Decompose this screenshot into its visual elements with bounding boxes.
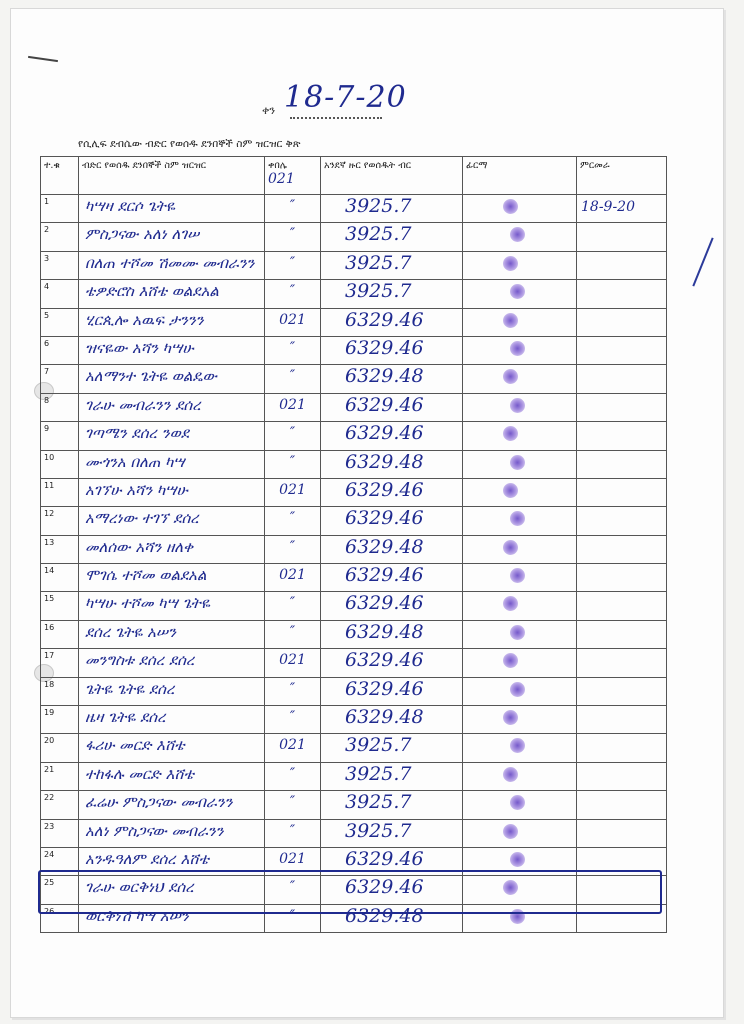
- loan-amount: 6329.46: [321, 507, 463, 535]
- kebele-code: ″: [265, 876, 321, 904]
- borrower-name: ሞገሴ ተሾመ ወልደአል: [79, 564, 265, 592]
- kebele-code: 021: [265, 649, 321, 677]
- table-row: [41, 734, 667, 762]
- loan-amount: 6329.46: [321, 422, 463, 450]
- thumbprint-icon: [503, 256, 518, 271]
- row-number: 1: [41, 195, 79, 223]
- date-label: ቀን: [262, 104, 276, 117]
- remark-cell: [577, 280, 667, 308]
- row-number: 3: [41, 251, 79, 279]
- borrower-name: መንግስቱ ደሰረ ደሰረ: [79, 649, 265, 677]
- signature-cell: [463, 422, 577, 450]
- thumbprint-icon: [503, 653, 518, 668]
- loan-amount: 6329.46: [321, 847, 463, 875]
- borrower-name: ገራሁ ወርቅነህ ደሰረ: [79, 876, 265, 904]
- borrower-name: ቴዎድሮስ እሸቴ ወልደአል: [79, 280, 265, 308]
- signature-cell: [463, 280, 577, 308]
- kebele-code: 021: [265, 308, 321, 336]
- row-number: 13: [41, 535, 79, 563]
- borrower-name: ፋሪሁ መርድ እሸቴ: [79, 734, 265, 762]
- col-header-name: ብድር የወሰዱ ደንበኞች ስም ዝርዝር: [79, 157, 265, 195]
- remark-cell: [577, 251, 667, 279]
- borrower-name: አለነ ምስጋናው መብራንን: [79, 819, 265, 847]
- thumbprint-icon: [510, 455, 525, 470]
- table-row: [41, 791, 667, 819]
- table-row: [41, 422, 667, 450]
- signature-cell: [463, 393, 577, 421]
- thumbprint-icon: [510, 511, 525, 526]
- loan-amount: 6329.48: [321, 450, 463, 478]
- remark-cell: [577, 706, 667, 734]
- thumbprint-icon: [510, 795, 525, 810]
- kebele-code: ″: [265, 620, 321, 648]
- remark-cell: [577, 791, 667, 819]
- row-number: 16: [41, 620, 79, 648]
- date-underline: [290, 117, 382, 119]
- loan-amount: 6329.46: [321, 564, 463, 592]
- table-row: [41, 677, 667, 705]
- signature-cell: [463, 677, 577, 705]
- remark-cell: [577, 734, 667, 762]
- loan-amount: 3925.7: [321, 762, 463, 790]
- loan-amount: 3925.7: [321, 734, 463, 762]
- signature-cell: [463, 706, 577, 734]
- remark-cell: [577, 450, 667, 478]
- table-row: [41, 365, 667, 393]
- row-number: 19: [41, 706, 79, 734]
- loan-amount: 6329.46: [321, 649, 463, 677]
- table-row: [41, 535, 667, 563]
- row-number: 6: [41, 336, 79, 364]
- row-number: 2: [41, 223, 79, 251]
- signature-cell: [463, 223, 577, 251]
- borrower-name: ፈሬሁ ምስጋናው መብራንን: [79, 791, 265, 819]
- thumbprint-icon: [510, 625, 525, 640]
- kebele-code: 021: [265, 478, 321, 506]
- loan-amount: 6329.46: [321, 677, 463, 705]
- signature-cell: [463, 734, 577, 762]
- borrower-name: በለጠ ተሾመ ሽመሙ መብራንን: [79, 251, 265, 279]
- table-row: [41, 336, 667, 364]
- borrower-name: አማረነው ተገኘ ደሰረ: [79, 507, 265, 535]
- loan-amount: 6329.46: [321, 876, 463, 904]
- thumbprint-icon: [510, 852, 525, 867]
- loan-amount: 6329.48: [321, 706, 463, 734]
- kebele-code: ″: [265, 507, 321, 535]
- signature-cell: [463, 620, 577, 648]
- table-row: [41, 478, 667, 506]
- kebele-code: ″: [265, 535, 321, 563]
- loan-amount: 6329.48: [321, 620, 463, 648]
- table-row: [41, 649, 667, 677]
- signature-cell: [463, 819, 577, 847]
- loan-amount: 3925.7: [321, 251, 463, 279]
- thumbprint-icon: [510, 568, 525, 583]
- row-number: 15: [41, 592, 79, 620]
- table-row: [41, 280, 667, 308]
- signature-cell: [463, 507, 577, 535]
- signature-cell: [463, 564, 577, 592]
- remark-cell: [577, 592, 667, 620]
- borrower-name: ምስጋናው አለነ ለገሠ: [79, 223, 265, 251]
- table-row: [41, 393, 667, 421]
- signature-cell: [463, 308, 577, 336]
- borrower-name: አገኘሁ አሻን ካሣሁ: [79, 478, 265, 506]
- borrower-table: [40, 156, 667, 933]
- kebele-code: ″: [265, 422, 321, 450]
- signature-cell: [463, 195, 577, 223]
- row-number: 25: [41, 876, 79, 904]
- thumbprint-icon: [503, 540, 518, 555]
- remark-cell: [577, 223, 667, 251]
- borrower-name: ወርቅነሽ ካሣ አሠን: [79, 904, 265, 932]
- borrower-name: ሂርጲሎ አዉፍ ታንንን: [79, 308, 265, 336]
- loan-amount: 6329.46: [321, 308, 463, 336]
- row-number: 14: [41, 564, 79, 592]
- kebele-header-code: 021: [268, 171, 295, 187]
- signature-cell: [463, 649, 577, 677]
- thumbprint-icon: [510, 341, 525, 356]
- kebele-code: ″: [265, 280, 321, 308]
- borrower-name: ገራሁ መብራንን ደሰረ: [79, 393, 265, 421]
- kebele-code: ″: [265, 592, 321, 620]
- signature-cell: [463, 478, 577, 506]
- table-row: [41, 819, 667, 847]
- row-number: 24: [41, 847, 79, 875]
- borrower-name: ሙጎንአ በለጠ ካሣ: [79, 450, 265, 478]
- signature-cell: [463, 365, 577, 393]
- kebele-code: ″: [265, 251, 321, 279]
- table-row: [41, 223, 667, 251]
- borrower-name: ገጣሜን ደሰረ ንወደ: [79, 422, 265, 450]
- date-value: 18-7-20: [284, 80, 407, 115]
- col-header-number: ተ.ቁ: [41, 157, 79, 195]
- row-number: 23: [41, 819, 79, 847]
- thumbprint-icon: [503, 824, 518, 839]
- table-row: [41, 592, 667, 620]
- table-row: [41, 507, 667, 535]
- table-row: [41, 195, 667, 223]
- loan-amount: 3925.7: [321, 195, 463, 223]
- last-row-highlight: [38, 870, 662, 914]
- loan-amount: 6329.46: [321, 478, 463, 506]
- row-number: 22: [41, 791, 79, 819]
- document-title: የሲሊፍ ደብሴው ብድር የወሰዱ ደንበኞች ስም ዝርዝር ቅጽ: [78, 138, 301, 150]
- col-header-kebele: [265, 157, 321, 195]
- remark-cell: [577, 478, 667, 506]
- signature-cell: [463, 535, 577, 563]
- kebele-code: ″: [265, 791, 321, 819]
- thumbprint-icon: [503, 313, 518, 328]
- kebele-code: ″: [265, 223, 321, 251]
- thumbprint-icon: [510, 227, 525, 242]
- remark-cell: [577, 507, 667, 535]
- table-row: [41, 706, 667, 734]
- kebele-code: 021: [265, 847, 321, 875]
- kebele-code: ″: [265, 904, 321, 932]
- row-number: 4: [41, 280, 79, 308]
- remark-cell: [577, 365, 667, 393]
- remark-cell: [577, 819, 667, 847]
- thumbprint-icon: [510, 398, 525, 413]
- remark-cell: [577, 677, 667, 705]
- table-row: [41, 308, 667, 336]
- remark-cell: [577, 620, 667, 648]
- borrower-name: ዝናዬው አሻን ካሣሁ: [79, 336, 265, 364]
- kebele-code: ″: [265, 819, 321, 847]
- loan-amount: 6329.46: [321, 393, 463, 421]
- kebele-code: ″: [265, 365, 321, 393]
- remark-cell: 18-9-20: [577, 195, 667, 223]
- signature-cell: [463, 791, 577, 819]
- thumbprint-icon: [510, 682, 525, 697]
- row-number: 7: [41, 365, 79, 393]
- borrower-name: ደሰረ ጌትዬ አሠን: [79, 620, 265, 648]
- remark-cell: [577, 336, 667, 364]
- remark-cell: [577, 535, 667, 563]
- kebele-header-label: ቀበሌ: [268, 160, 287, 171]
- row-number: 5: [41, 308, 79, 336]
- kebele-code: 021: [265, 734, 321, 762]
- loan-amount: 6329.46: [321, 336, 463, 364]
- thumbprint-icon: [503, 596, 518, 611]
- row-number: 9: [41, 422, 79, 450]
- table-header-row: [41, 157, 667, 195]
- kebele-code: ″: [265, 706, 321, 734]
- signature-cell: [463, 336, 577, 364]
- row-number: 18: [41, 677, 79, 705]
- table-body: [41, 195, 667, 933]
- remark-cell: [577, 649, 667, 677]
- table-row: [41, 564, 667, 592]
- thumbprint-icon: [510, 738, 525, 753]
- loan-amount: 6329.48: [321, 365, 463, 393]
- table-row: [41, 762, 667, 790]
- kebele-code: ″: [265, 336, 321, 364]
- thumbprint-icon: [503, 369, 518, 384]
- borrower-name: ዜዛ ጌትዬ ደሰረ: [79, 706, 265, 734]
- kebele-code: ″: [265, 677, 321, 705]
- thumbprint-icon: [510, 284, 525, 299]
- table-row: [41, 620, 667, 648]
- row-number: 26: [41, 904, 79, 932]
- kebele-code: ″: [265, 195, 321, 223]
- kebele-code: ″: [265, 450, 321, 478]
- loan-amount: 3925.7: [321, 280, 463, 308]
- remark-cell: [577, 393, 667, 421]
- thumbprint-icon: [503, 710, 518, 725]
- borrower-name: አንዱዓለም ደሰረ እሸቴ: [79, 847, 265, 875]
- row-number: 10: [41, 450, 79, 478]
- table-row: [41, 450, 667, 478]
- signature-cell: [463, 251, 577, 279]
- loan-amount: 3925.7: [321, 791, 463, 819]
- borrower-name: አለማንተ ጌትዬ ወልዴው: [79, 365, 265, 393]
- row-number: 12: [41, 507, 79, 535]
- row-number: 17: [41, 649, 79, 677]
- row-number: 21: [41, 762, 79, 790]
- col-header-signature: ፊርማ: [463, 157, 577, 195]
- remark-cell: [577, 308, 667, 336]
- col-header-remark: ምርመራ: [577, 157, 667, 195]
- table-row: [41, 251, 667, 279]
- thumbprint-icon: [503, 767, 518, 782]
- loan-amount: 6329.48: [321, 535, 463, 563]
- row-number: 8: [41, 393, 79, 421]
- thumbprint-icon: [503, 199, 518, 214]
- signature-cell: [463, 592, 577, 620]
- kebele-code: 021: [265, 393, 321, 421]
- borrower-name: ጌትዬ ጌትዬ ደሰረ: [79, 677, 265, 705]
- borrower-name: ካሣዛ ደርሶ ጌትዬ: [79, 195, 265, 223]
- borrower-name: መለሰው አሻን ዘለቀ: [79, 535, 265, 563]
- remark-cell: [577, 762, 667, 790]
- signature-cell: [463, 450, 577, 478]
- loan-amount: 3925.7: [321, 819, 463, 847]
- signature-cell: [463, 762, 577, 790]
- loan-amount: 6329.46: [321, 592, 463, 620]
- borrower-name: ተከፋሉ መርድ እሸቴ: [79, 762, 265, 790]
- kebele-code: 021: [265, 564, 321, 592]
- loan-amount: 6329.48: [321, 904, 463, 932]
- remark-cell: [577, 422, 667, 450]
- row-number: 20: [41, 734, 79, 762]
- borrower-name: ካሣሁ ተሾመ ካሣ ጌትዬ: [79, 592, 265, 620]
- thumbprint-icon: [503, 426, 518, 441]
- row-number: 11: [41, 478, 79, 506]
- kebele-code: ″: [265, 762, 321, 790]
- remark-cell: [577, 564, 667, 592]
- col-header-amount: አንደኛ ዙር የወሰዱት ብር: [321, 157, 463, 195]
- thumbprint-icon: [503, 483, 518, 498]
- loan-amount: 3925.7: [321, 223, 463, 251]
